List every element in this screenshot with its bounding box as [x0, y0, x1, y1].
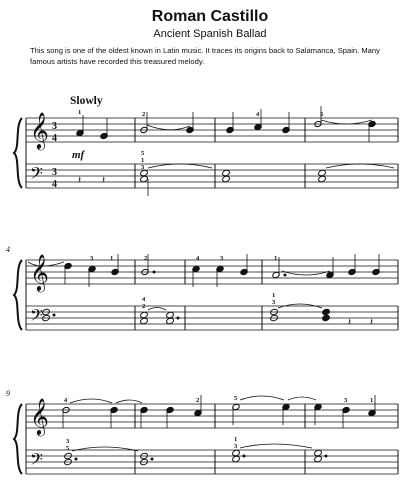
svg-text:𝄽: 𝄽 — [78, 175, 82, 186]
fingering: 5 — [320, 111, 324, 118]
treble-notes — [28, 254, 380, 287]
system-3 — [14, 404, 398, 474]
bass-staff-lines — [26, 306, 398, 330]
song-subtitle: Ancient Spanish Ballad — [153, 28, 267, 40]
fingering: 4 — [64, 397, 68, 404]
grand-staff-brace — [14, 260, 22, 330]
fingering: 5 — [141, 150, 145, 157]
treble-notes — [62, 395, 376, 428]
treble-staff-lines — [26, 404, 398, 428]
treble-clef-icon: 𝄞 — [30, 111, 49, 149]
fingering: 5 — [66, 445, 70, 452]
grand-staff-brace — [14, 404, 22, 474]
fingering: 1 — [234, 436, 238, 443]
bass-clef-icon: 𝄢 — [30, 449, 43, 473]
system-2 — [14, 260, 398, 330]
fingering: 2 — [144, 255, 148, 262]
measure-number: 9 — [6, 389, 10, 398]
fingering: 2 — [142, 111, 146, 118]
dynamic-marking: mf — [72, 149, 85, 161]
fingering: 3 — [141, 164, 145, 171]
fingering: 1 — [78, 109, 82, 116]
fingerings — [64, 109, 373, 452]
fingering: 4 — [142, 296, 146, 303]
svg-text:𝄽: 𝄽 — [348, 317, 352, 328]
fingering: 3 — [90, 255, 94, 262]
song-title: Roman Castillo — [151, 8, 269, 25]
treble-staff-lines — [26, 260, 398, 284]
bass-notes — [78, 164, 394, 196]
grand-staff-brace — [14, 118, 22, 188]
svg-text:𝄽: 𝄽 — [102, 175, 106, 186]
barlines — [26, 404, 398, 474]
bass-notes — [64, 444, 327, 466]
bass-clef-icon: 𝄢 — [30, 163, 43, 187]
fingering: 1 — [370, 397, 374, 404]
fingering: 1 — [272, 292, 276, 299]
fingering: 3 — [66, 438, 70, 445]
fingering: 4 — [256, 111, 260, 118]
fingering: 2 — [196, 397, 200, 404]
time-sig-top: 3 — [52, 121, 57, 132]
treble-clef-icon: 𝄞 — [30, 253, 49, 291]
fingering: 3 — [344, 397, 348, 404]
tempo-marking: Slowly — [70, 95, 103, 107]
fingering: 1 — [274, 255, 278, 262]
bass-staff-lines — [26, 450, 398, 474]
measure-number: 4 — [6, 245, 10, 254]
svg-text:𝄽: 𝄽 — [370, 317, 374, 328]
time-sig-top: 3 — [52, 167, 57, 178]
fingering: 1 — [110, 255, 114, 262]
fingering: 4 — [196, 255, 200, 262]
barlines — [26, 260, 398, 330]
fingering: 3 — [234, 443, 238, 450]
bass-clef-icon: 𝄢 — [30, 305, 43, 329]
song-description: This song is one of the oldest known in Latin music. It traces its origins back to Salamanca, Spain. Many famous artists have recorded this treasured melody. — [30, 46, 380, 66]
fingering: 5 — [234, 395, 238, 402]
treble-clef-icon: 𝄞 — [30, 397, 49, 435]
time-sig-bottom: 4 — [52, 179, 57, 190]
fingering: 3 — [220, 255, 224, 262]
time-sig-bottom: 4 — [52, 133, 57, 144]
fingering: 2 — [142, 303, 146, 310]
fingering: 1 — [141, 157, 145, 164]
fingering: 3 — [272, 299, 276, 306]
